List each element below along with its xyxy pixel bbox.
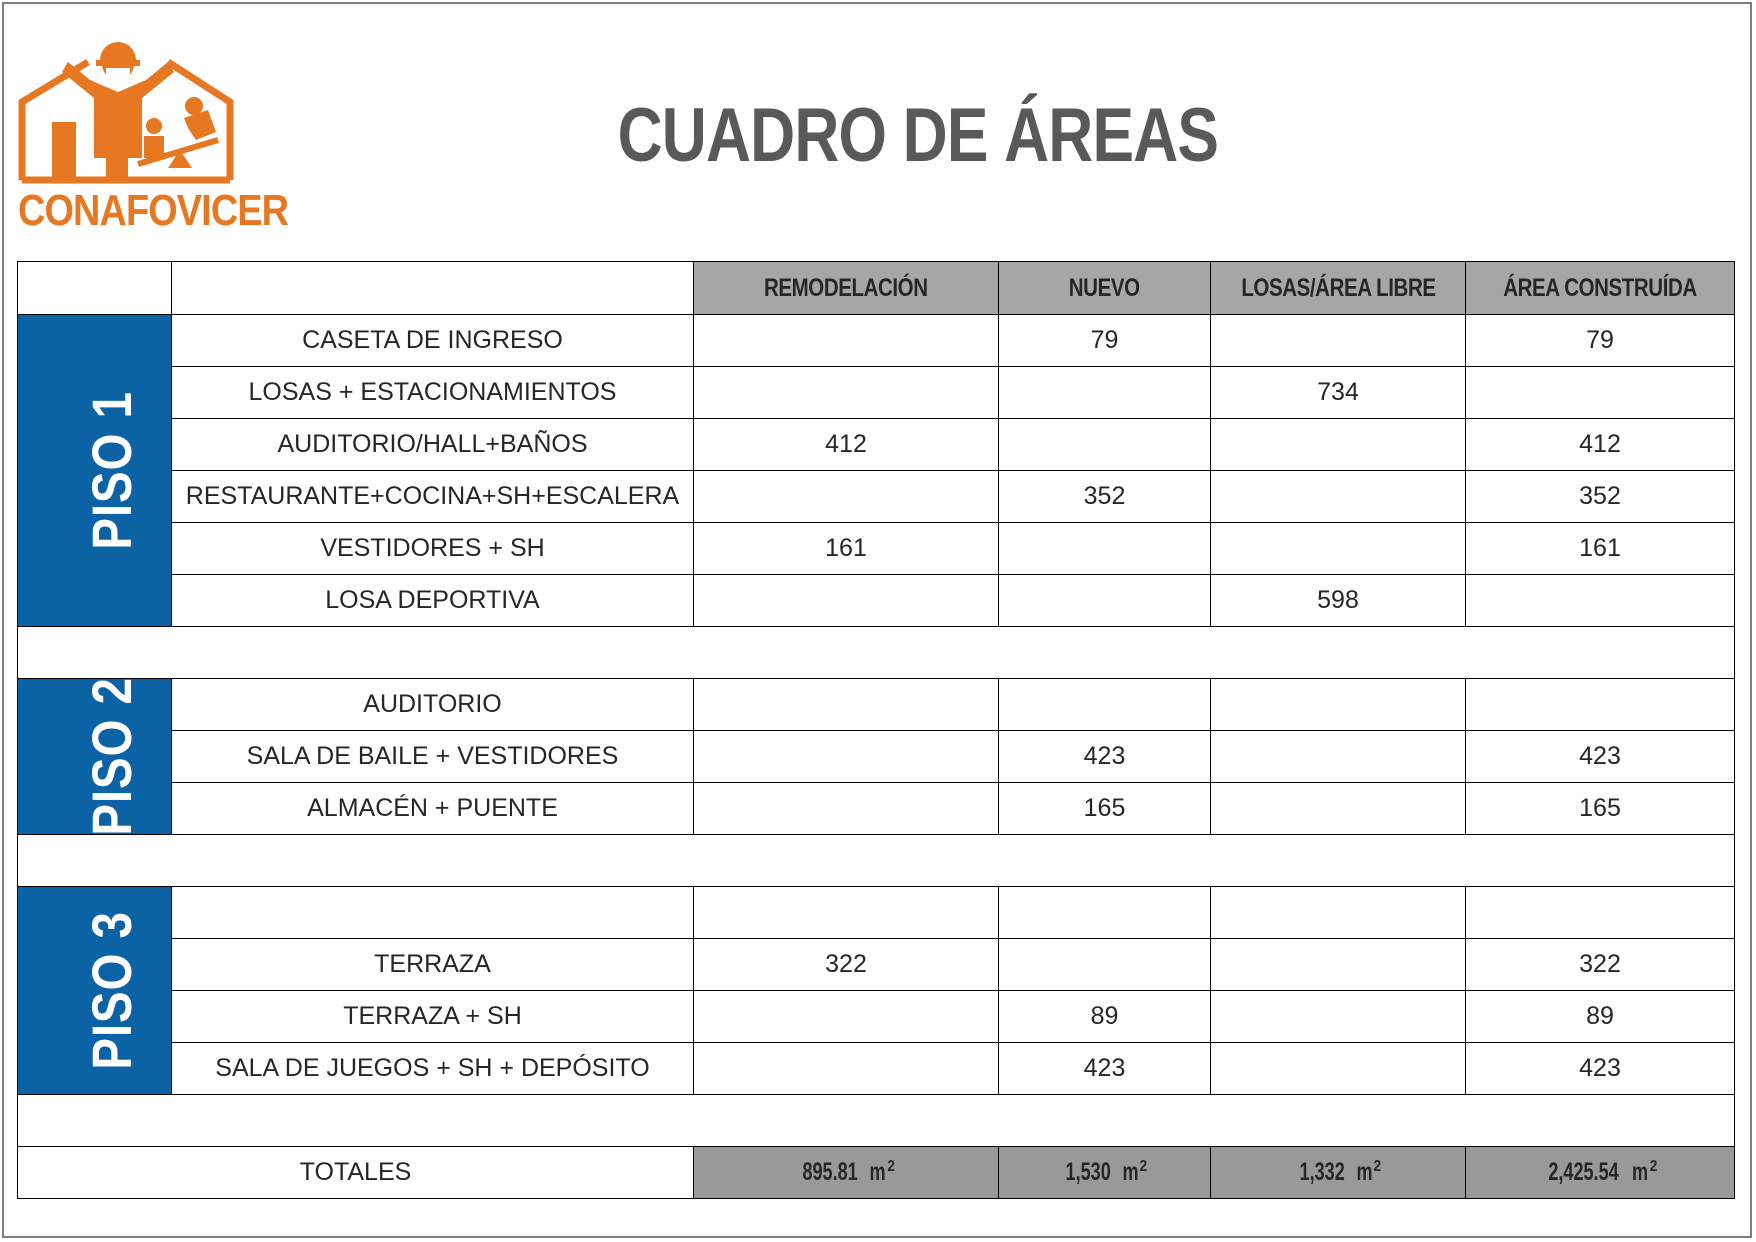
table-row <box>18 523 1735 575</box>
spacer-row <box>18 627 1735 679</box>
area-name-cell: AUDITORIO/HALL+BAÑOS <box>172 419 694 471</box>
name-header-cell <box>172 262 694 315</box>
total-unit-exponent: 2 <box>887 1157 895 1175</box>
value-cell-remodelacion <box>694 679 999 731</box>
value-cell-losas <box>1211 783 1466 835</box>
header-construida: ÁREA CONSTRUÍDA <box>1466 262 1735 315</box>
value-cell-nuevo: 79 <box>999 315 1211 367</box>
value-cell-losas <box>1211 419 1466 471</box>
value-cell-nuevo <box>999 887 1211 939</box>
value-cell-construida: 352 <box>1466 471 1735 523</box>
value-cell-remodelacion <box>694 315 999 367</box>
value-cell-remodelacion <box>694 575 999 627</box>
value-cell-construida: 161 <box>1466 523 1735 575</box>
value-cell-nuevo <box>999 419 1211 471</box>
floor-label-cell <box>18 315 172 627</box>
total-value: 895.81 <box>802 1158 858 1187</box>
total-value: 1,332 <box>1299 1158 1345 1187</box>
floor-label: PISO 2 <box>79 677 143 836</box>
value-cell-remodelacion: 161 <box>694 523 999 575</box>
value-cell-nuevo: 423 <box>999 1043 1211 1095</box>
total-losas <box>1211 1147 1466 1199</box>
value-cell-nuevo <box>999 679 1211 731</box>
value-cell-construida <box>1466 367 1735 419</box>
total-unit-exponent: 2 <box>1373 1157 1381 1175</box>
corner-cell <box>18 262 172 315</box>
logo-wordmark: CONAFOVICER <box>18 186 289 235</box>
value-cell-losas <box>1211 1043 1466 1095</box>
logo-house-icon <box>18 40 264 190</box>
value-cell-construida <box>1466 679 1735 731</box>
value-cell-construida: 322 <box>1466 939 1735 991</box>
value-cell-nuevo: 89 <box>999 991 1211 1043</box>
value-cell-nuevo: 165 <box>999 783 1211 835</box>
total-unit: m <box>1122 1158 1139 1187</box>
total-nuevo <box>999 1147 1211 1199</box>
value-cell-nuevo <box>999 939 1211 991</box>
table-row <box>18 991 1735 1043</box>
table-row <box>18 1043 1735 1095</box>
floor-label: PISO 3 <box>79 911 143 1070</box>
value-cell-construida: 423 <box>1466 1043 1735 1095</box>
value-cell-losas <box>1211 991 1466 1043</box>
total-unit: m <box>1355 1158 1372 1187</box>
table-row <box>18 731 1735 783</box>
value-cell-construida: 412 <box>1466 419 1735 471</box>
area-name-cell <box>172 887 694 939</box>
total-unit: m <box>1632 1158 1649 1187</box>
area-name-cell: TERRAZA <box>172 939 694 991</box>
value-cell-remodelacion <box>694 887 999 939</box>
total-unit: m <box>869 1158 886 1187</box>
spacer-row <box>18 1095 1735 1147</box>
value-cell-remodelacion <box>694 1043 999 1095</box>
spacer-cell <box>18 835 1735 887</box>
area-name-cell: AUDITORIO <box>172 679 694 731</box>
value-cell-losas <box>1211 679 1466 731</box>
value-cell-remodelacion <box>694 783 999 835</box>
floor-label-cell <box>18 679 172 835</box>
value-cell-construida <box>1466 887 1735 939</box>
totals-label: TOTALES <box>18 1147 694 1199</box>
value-cell-nuevo <box>999 575 1211 627</box>
table-row <box>18 471 1735 523</box>
total-remodelacion <box>694 1147 999 1199</box>
total-value: 2,425.54 <box>1548 1158 1619 1187</box>
table-row <box>18 939 1735 991</box>
header-losas: LOSAS/ÁREA LIBRE <box>1211 262 1466 315</box>
area-name-cell: LOSAS + ESTACIONAMIENTOS <box>172 367 694 419</box>
header-nuevo: NUEVO <box>999 262 1211 315</box>
total-unit-exponent: 2 <box>1139 1157 1148 1175</box>
value-cell-remodelacion <box>694 367 999 419</box>
value-cell-losas <box>1211 523 1466 575</box>
value-cell-nuevo <box>999 367 1211 419</box>
value-cell-losas <box>1211 315 1466 367</box>
table-row <box>18 679 1735 731</box>
area-name-cell: SALA DE JUEGOS + SH + DEPÓSITO <box>172 1043 694 1095</box>
value-cell-nuevo: 423 <box>999 731 1211 783</box>
value-cell-remodelacion: 322 <box>694 939 999 991</box>
table-row <box>18 367 1735 419</box>
area-name-cell: LOSA DEPORTIVA <box>172 575 694 627</box>
table-row <box>18 783 1735 835</box>
table-row <box>18 887 1735 939</box>
area-name-cell: ALMACÉN + PUENTE <box>172 783 694 835</box>
total-unit-exponent: 2 <box>1649 1157 1658 1175</box>
value-cell-remodelacion <box>694 991 999 1043</box>
value-cell-losas <box>1211 731 1466 783</box>
value-cell-remodelacion <box>694 731 999 783</box>
value-cell-losas <box>1211 939 1466 991</box>
areas-table <box>17 261 1735 1199</box>
totals-row <box>18 1147 1735 1199</box>
area-name-cell: TERRAZA + SH <box>172 991 694 1043</box>
value-cell-construida: 165 <box>1466 783 1735 835</box>
value-cell-remodelacion <box>694 471 999 523</box>
value-cell-losas <box>1211 887 1466 939</box>
header-remodelacion: REMODELACIÓN <box>694 262 999 315</box>
area-name-cell: SALA DE BAILE + VESTIDORES <box>172 731 694 783</box>
value-cell-losas: 734 <box>1211 367 1466 419</box>
page-title: CUADRO DE ÁREAS <box>617 93 1219 178</box>
value-cell-construida <box>1466 575 1735 627</box>
value-cell-nuevo <box>999 523 1211 575</box>
area-name-cell: RESTAURANTE+COCINA+SH+ESCALERA <box>172 471 694 523</box>
table-row <box>18 315 1735 367</box>
area-name-cell: CASETA DE INGRESO <box>172 315 694 367</box>
table-row <box>18 419 1735 471</box>
conafovicer-logo <box>18 40 289 235</box>
value-cell-losas: 598 <box>1211 575 1466 627</box>
value-cell-losas <box>1211 471 1466 523</box>
value-cell-remodelacion: 412 <box>694 419 999 471</box>
total-construida <box>1466 1147 1735 1199</box>
value-cell-nuevo: 352 <box>999 471 1211 523</box>
floor-label: PISO 1 <box>79 391 143 550</box>
spacer-row <box>18 835 1735 887</box>
table-header-row <box>18 262 1735 315</box>
spacer-cell <box>18 627 1735 679</box>
value-cell-construida: 79 <box>1466 315 1735 367</box>
total-value: 1,530 <box>1065 1158 1111 1187</box>
area-name-cell: VESTIDORES + SH <box>172 523 694 575</box>
value-cell-construida: 89 <box>1466 991 1735 1043</box>
floor-label-cell <box>18 887 172 1095</box>
value-cell-construida: 423 <box>1466 731 1735 783</box>
table-row <box>18 575 1735 627</box>
spacer-cell <box>18 1095 1735 1147</box>
